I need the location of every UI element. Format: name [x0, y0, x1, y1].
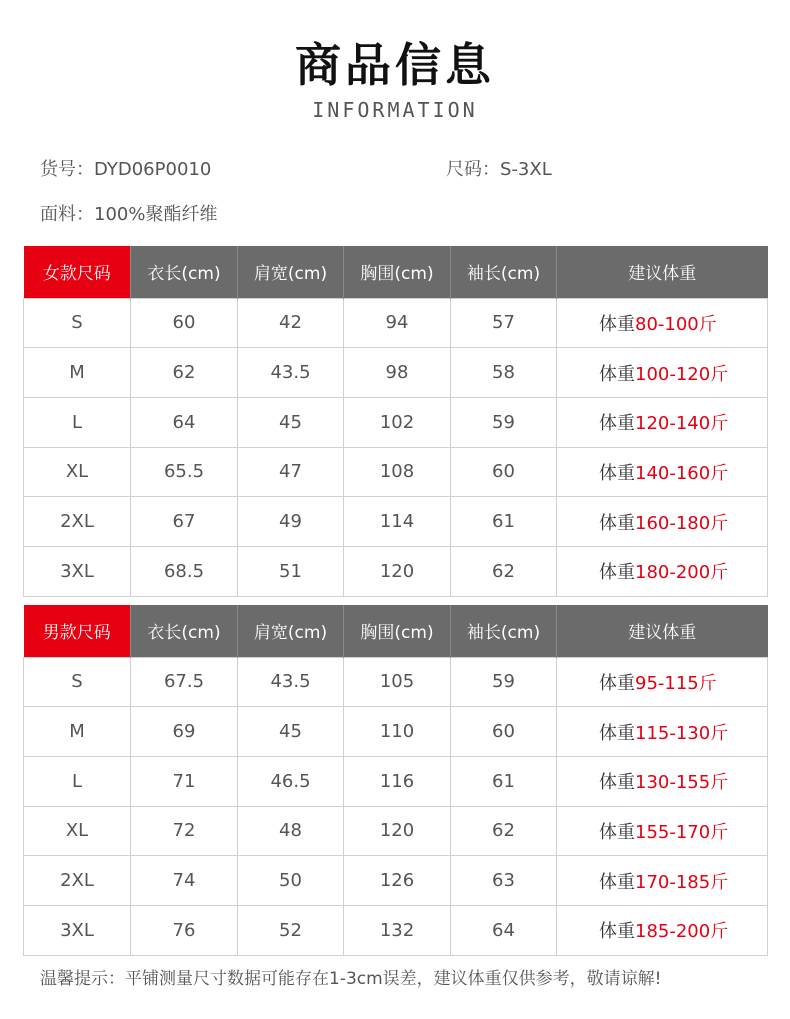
weight-prefix: 体重 [599, 512, 635, 534]
weight-cell [557, 298, 768, 348]
shoulder-cell: 49 [238, 497, 344, 547]
size-cell: 2XL [24, 856, 131, 906]
weight-prefix: 体重 [599, 313, 635, 335]
length-cell: 67.5 [131, 657, 238, 707]
table-row [24, 707, 768, 757]
weight-prefix: 体重 [599, 722, 635, 744]
table-row [24, 806, 768, 856]
mens-size-table [23, 605, 768, 956]
size-cell: M [24, 707, 131, 757]
table-row [24, 756, 768, 806]
weight-prefix: 体重 [599, 921, 635, 943]
shoulder-cell: 45 [238, 707, 344, 757]
measurement-tip: 温馨提示：平铺测量尺寸数据可能存在1-3cm误差，建议体重仅供参考，敬请谅解! [40, 969, 662, 989]
mens-size-tag: 男款尺码 [24, 605, 131, 657]
shoulder-cell: 43.5 [238, 348, 344, 398]
table-row [24, 497, 768, 547]
sleeve-cell: 59 [451, 657, 557, 707]
length-cell: 76 [131, 905, 238, 955]
sleeve-cell: 57 [451, 298, 557, 348]
fabric-label: 面料： [40, 204, 94, 225]
weight-cell [557, 707, 768, 757]
chest-cell: 116 [344, 756, 451, 806]
length-cell: 65.5 [131, 447, 238, 497]
sleeve-cell: 59 [451, 397, 557, 447]
weight-range: 130-155斤 [635, 772, 729, 794]
weight-prefix: 体重 [599, 821, 635, 843]
length-cell: 67 [131, 497, 238, 547]
column-header-shoulder: 肩宽(cm) [238, 246, 344, 298]
table-row [24, 856, 768, 906]
weight-cell [557, 348, 768, 398]
size-cell: XL [24, 806, 131, 856]
chest-cell: 110 [344, 707, 451, 757]
weight-prefix: 体重 [599, 462, 635, 484]
page-title: 商品信息 [295, 38, 495, 92]
length-cell: 71 [131, 756, 238, 806]
size-cell: 2XL [24, 497, 131, 547]
length-cell: 62 [131, 348, 238, 398]
weight-prefix: 体重 [599, 363, 635, 385]
weight-prefix: 体重 [599, 871, 635, 893]
length-cell: 72 [131, 806, 238, 856]
weight-range: 95-115斤 [635, 672, 717, 694]
table-row [24, 447, 768, 497]
size-cell: S [24, 298, 131, 348]
table-row [24, 298, 768, 348]
length-cell: 60 [131, 298, 238, 348]
size-cell: 3XL [24, 546, 131, 596]
weight-prefix: 体重 [599, 562, 635, 584]
table-row [24, 397, 768, 447]
weight-cell [557, 546, 768, 596]
size-cell: M [24, 348, 131, 398]
weight-prefix: 体重 [599, 772, 635, 794]
sleeve-cell: 62 [451, 806, 557, 856]
table-row [24, 546, 768, 596]
size-cell: 3XL [24, 905, 131, 955]
weight-range: 180-200斤 [635, 562, 729, 584]
column-header-shoulder: 肩宽(cm) [238, 605, 344, 657]
column-header-weight: 建议体重 [557, 605, 768, 657]
shoulder-cell: 52 [238, 905, 344, 955]
weight-prefix: 体重 [599, 413, 635, 435]
chest-cell: 105 [344, 657, 451, 707]
shoulder-cell: 43.5 [238, 657, 344, 707]
table-header-row [24, 246, 768, 298]
length-cell: 64 [131, 397, 238, 447]
shoulder-cell: 50 [238, 856, 344, 906]
size-range-label: 尺码： [446, 159, 500, 180]
column-header-length: 衣长(cm) [131, 605, 238, 657]
sleeve-cell: 64 [451, 905, 557, 955]
sleeve-cell: 60 [451, 707, 557, 757]
weight-range: 115-130斤 [635, 722, 729, 744]
weight-range: 160-180斤 [635, 512, 729, 534]
length-cell: 69 [131, 707, 238, 757]
shoulder-cell: 47 [238, 447, 344, 497]
table-row [24, 348, 768, 398]
weight-range: 140-160斤 [635, 462, 729, 484]
table-row [24, 905, 768, 955]
shoulder-cell: 42 [238, 298, 344, 348]
table-header-row [24, 605, 768, 657]
column-header-sleeve: 袖长(cm) [451, 246, 557, 298]
shoulder-cell: 51 [238, 546, 344, 596]
fabric [40, 202, 217, 228]
column-header-chest: 胸围(cm) [344, 605, 451, 657]
item-number-label: 货号： [40, 159, 94, 180]
chest-cell: 102 [344, 397, 451, 447]
weight-cell [557, 856, 768, 906]
length-cell: 74 [131, 856, 238, 906]
shoulder-cell: 48 [238, 806, 344, 856]
sleeve-cell: 60 [451, 447, 557, 497]
item-number [40, 157, 211, 183]
chest-cell: 120 [344, 546, 451, 596]
size-cell: L [24, 756, 131, 806]
column-header-length: 衣长(cm) [131, 246, 238, 298]
size-range [446, 157, 552, 183]
sleeve-cell: 61 [451, 497, 557, 547]
weight-cell [557, 657, 768, 707]
weight-range: 120-140斤 [635, 413, 729, 435]
fabric-value: 100%聚酯纤维 [94, 204, 218, 225]
shoulder-cell: 46.5 [238, 756, 344, 806]
sleeve-cell: 63 [451, 856, 557, 906]
chest-cell: 132 [344, 905, 451, 955]
shoulder-cell: 45 [238, 397, 344, 447]
sleeve-cell: 62 [451, 546, 557, 596]
page-subtitle: INFORMATION [312, 98, 478, 122]
table-row [24, 657, 768, 707]
size-cell: XL [24, 447, 131, 497]
chest-cell: 98 [344, 348, 451, 398]
weight-range: 100-120斤 [635, 363, 729, 385]
length-cell: 68.5 [131, 546, 238, 596]
weight-range: 80-100斤 [635, 313, 717, 335]
item-number-value: DYD06P0010 [94, 159, 212, 180]
size-cell: S [24, 657, 131, 707]
column-header-sleeve: 袖长(cm) [451, 605, 557, 657]
weight-cell [557, 905, 768, 955]
chest-cell: 120 [344, 806, 451, 856]
size-cell: L [24, 397, 131, 447]
weight-range: 170-185斤 [635, 871, 729, 893]
weight-range: 185-200斤 [635, 921, 729, 943]
weight-range: 155-170斤 [635, 821, 729, 843]
weight-cell [557, 756, 768, 806]
chest-cell: 126 [344, 856, 451, 906]
chest-cell: 94 [344, 298, 451, 348]
weight-cell [557, 806, 768, 856]
sleeve-cell: 61 [451, 756, 557, 806]
womens-size-tag: 女款尺码 [24, 246, 131, 298]
weight-cell [557, 447, 768, 497]
chest-cell: 108 [344, 447, 451, 497]
size-range-value: S-3XL [500, 159, 552, 180]
column-header-weight: 建议体重 [557, 246, 768, 298]
sleeve-cell: 58 [451, 348, 557, 398]
weight-cell [557, 497, 768, 547]
column-header-chest: 胸围(cm) [344, 246, 451, 298]
weight-prefix: 体重 [599, 672, 635, 694]
chest-cell: 114 [344, 497, 451, 547]
womens-size-table [23, 246, 768, 597]
weight-cell [557, 397, 768, 447]
